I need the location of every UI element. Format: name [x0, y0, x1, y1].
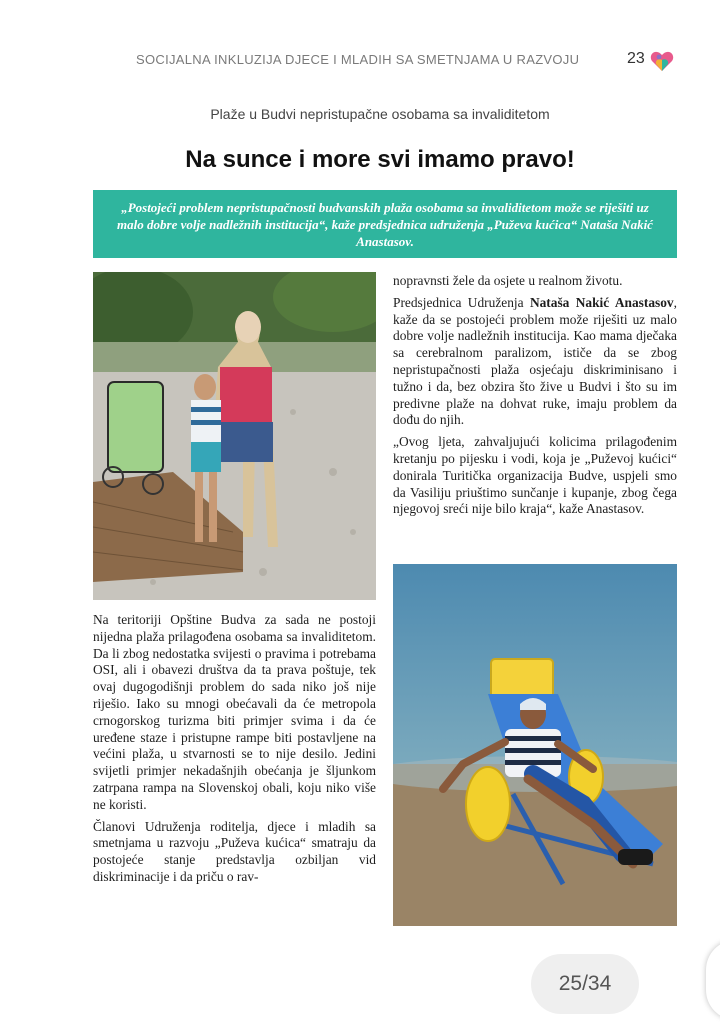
- lead-quote-box: „Postojeći problem nepristupačnosti budvanskih plaža osobama sa invaliditetom može se riješiti uz malo dobre volje nadležnih institucija“, kaže predsjednica udruženja „Puževa kućica“ Nataša Nakić Anastasov.: [93, 190, 677, 258]
- scroll-button[interactable]: [706, 940, 720, 1020]
- article-title: Na sunce i more svi imamo pravo!: [185, 146, 575, 173]
- paragraph: Na teritoriji Opštine Budva za sada ne postoji nijedna plaža prilagođena osobama sa invaliditetom. Da li zbog nedostatka svijesti o pravima i potrebama OSI, ali i obavezi društva da ta prava poštuje, tek ovaj dugogodišnji problem do sada niko još nije riješio. Iako su mnogi obećavali da će metropola crnogorskog turizma biti primjer svima i da će uređene staze i pristupne rampe biti postavljene na većini plaža, u stvarnosti se to nije desilo. Jedini svijetli primjer nekadašnjih obećanja je šljunkom zatrpana rampa na Slovenskoj obali, koju niko više ne koristi.: [93, 612, 376, 812]
- photo-mother-and-son-on-beach: [93, 272, 376, 600]
- paragraph: Članovi Udruženja roditelja, djece i mladih sa smetnjama u razvoju „Puževa kućica“ smatraju da postojeće stanje predstavlja ozbiljan vid diskriminacije i da priču o rav-: [93, 818, 376, 884]
- paragraph-quote: „Ovog ljeta, zahvaljujući kolicima prilagođenim kretanju po pijesku i vodi, koja je „Puževoj kućici“ donirala Turitička organizacija Budve, uspjeli smo da Vasiliju priuštimo sunčanje i kupanje, zbog čega njegovoj sreći nije bilo kraja“, kaže Anastasov.: [393, 434, 677, 517]
- article-body-left: [93, 612, 376, 891]
- heart-logo-icon: [650, 50, 674, 72]
- paragraph: nopravnsti žele da osjete u realnom životu.: [393, 273, 623, 288]
- text-fragment: , kaže da se postojeći problem može riješiti uz malo dobre volje nadležnih institucija. Kao mama dječaka sa cerebralnom paralizom, ističe da se zbog nepristupačnosti plaža osjećaju diskriminisano i tužno i da, bez obzira što žive u Budvi i što su im predivne plaže na dohvat ruke, imaju problem da dođu do njih.: [393, 294, 677, 428]
- person-name: Nataša Nakić Anastasov: [529, 294, 674, 310]
- page-indicator: 25/34: [531, 954, 639, 1014]
- page-number: 23: [627, 50, 645, 67]
- paragraph-president: [393, 295, 677, 429]
- article-subtitle: Plaže u Budvi nepristupačne osobama sa invaliditetom: [210, 106, 550, 122]
- text-fragment: Predsjednica Udruženja: [393, 294, 530, 310]
- photo-boy-in-beach-wheelchair: [393, 564, 677, 926]
- running-header: SOCIJALNA INKLUZIJA DJECE I MLADIH SA SMETNJAMA U RAZVOJU: [136, 52, 580, 67]
- article-body-right: [393, 273, 677, 523]
